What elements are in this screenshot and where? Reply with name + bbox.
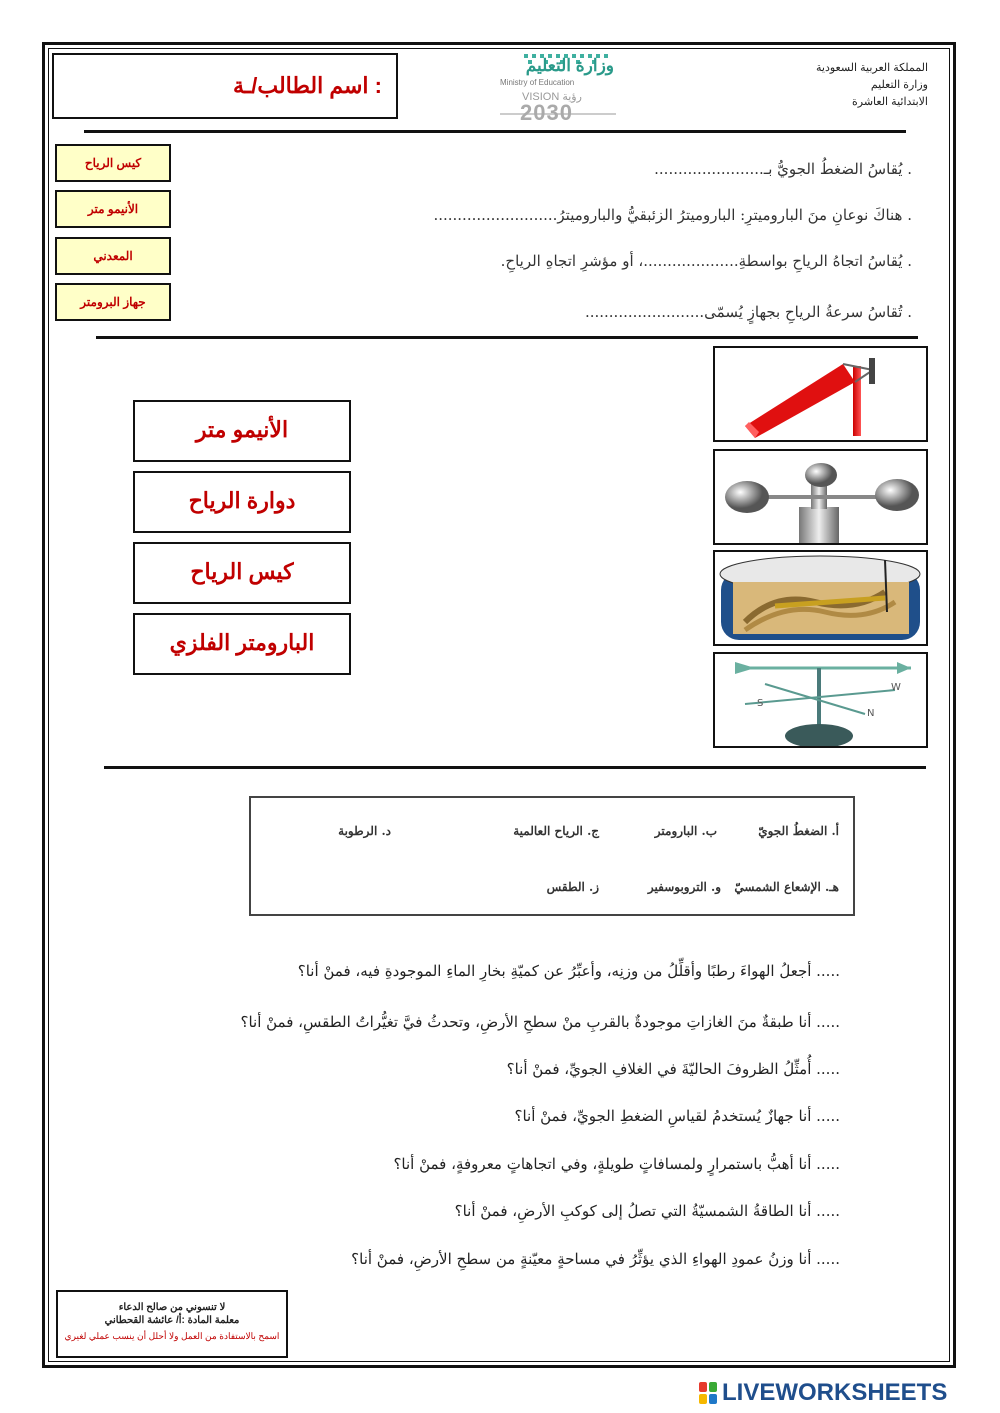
logo-square xyxy=(709,1394,717,1404)
teacher-footer-box xyxy=(56,1290,288,1358)
ministry-logo xyxy=(488,52,628,124)
option-letter: ج. xyxy=(587,824,599,838)
footer-line: معلمة المادة :أ/ عائشة القحطاني xyxy=(104,1315,240,1326)
fill-blank-question: . يُقاسُ الضغطُ الجويُّ بـ....................... xyxy=(654,160,912,178)
footer-line: لا تنسوني من صالح الدعاء xyxy=(118,1302,226,1313)
option-item xyxy=(734,880,839,894)
option-text: الطقس xyxy=(546,880,585,894)
who-am-i-question: ..... أنا جهازٌ يُستخدمُ لقياسِ الضغطِ الجويِّ، فمنْ أنا؟ xyxy=(514,1107,840,1125)
option-item xyxy=(338,824,391,838)
option-letter: ب. xyxy=(701,824,717,838)
option-letter: و. xyxy=(711,880,721,894)
matching-label[interactable]: كيس الرياح xyxy=(133,542,351,604)
option-text: الرياح العالمية xyxy=(513,824,583,838)
ministry-header xyxy=(708,60,928,111)
option-letter: هـ. xyxy=(824,880,839,894)
option-text: الضغطُ الجويّ xyxy=(758,824,828,838)
liveworksheets-brand[interactable] xyxy=(698,1378,947,1408)
logo-year-text: 2030 xyxy=(520,100,573,125)
word-bank-item[interactable]: الأنيمو متر xyxy=(55,190,171,228)
word-bank-item[interactable]: كيس الرياح xyxy=(55,144,171,182)
ministry-line: المملكة العربية السعودية xyxy=(816,62,928,74)
fill-blank-question: . هناكَ نوعانِ منَ الباروميترِ: الباروميترُ الزئبقيُّ والباروميترُ.......................... xyxy=(433,206,912,224)
option-item xyxy=(758,824,839,838)
option-item xyxy=(547,880,599,894)
logo-square xyxy=(699,1382,707,1392)
who-am-i-question: ..... أجعلُ الهواءَ رطبًا وأقلِّلُ من وزنِه، وأعبِّرُ عن كميّةِ بخارِ الماءِ الموجودةِ فيه، فمنْ أنا؟ xyxy=(297,962,840,980)
option-letter: أ. xyxy=(831,824,839,838)
who-am-i-question: ..... أنا أهبُّ باستمرارٍ ولمسافاتٍ طويلةٍ، وفي اتجاهاتٍ معروفةٍ، فمنْ أنا؟ xyxy=(393,1155,840,1173)
logo-vision-text: VISION رؤية xyxy=(522,91,582,103)
ministry-line: وزارة التعليم xyxy=(870,79,928,91)
divider xyxy=(104,766,926,769)
windsock-image[interactable] xyxy=(713,346,928,442)
divider xyxy=(84,130,906,133)
who-am-i-question: ..... أنا طبقةٌ منَ الغازاتِ موجودةٌ بالقربِ منْ سطحِ الأرضِ، وتحدثُ فيَّ تغيُّراتُ الطقسِ، فمنْ أنا؟ xyxy=(240,1013,840,1031)
wind-vane-image[interactable] xyxy=(713,652,928,748)
logo-square xyxy=(709,1382,717,1392)
logo-square xyxy=(699,1394,707,1404)
anemometer-icon xyxy=(715,451,926,543)
divider xyxy=(96,336,918,339)
student-name-label: اسم الطالب/ـة : xyxy=(233,73,382,98)
who-am-i-question: ..... أنا الطاقةُ الشمسيّةُ التي تصلُ إلى كوكبِ الأرضِ، فمنْ أنا؟ xyxy=(454,1202,840,1220)
liveworksheets-text: LIVEWORKSHEETS xyxy=(722,1379,948,1406)
word-bank-item[interactable]: جهاز البرومتر xyxy=(55,283,171,321)
who-am-i-question: ..... أنا وزنُ عمودِ الهواءِ الذي يؤثِّرُ في مساحةٍ معيّنةٍ من سطحِ الأرضِ، فمنْ أنا؟ xyxy=(351,1250,840,1268)
who-am-i-question: ..... أُمثِّلُ الظروفَ الحاليّةَ في الغلافِ الجويِّ، فمنْ أنا؟ xyxy=(506,1060,840,1078)
answer-options-box xyxy=(249,796,855,916)
word-bank-item[interactable]: المعدني xyxy=(55,237,171,275)
option-text: الإشعاع الشمسيّ xyxy=(734,880,821,894)
logo-arabic-text: وزارة التعليم xyxy=(525,56,614,75)
footer-line: اسمح بالاستفادة من العمل ولا أحلل أن ينسب عملي لغيري xyxy=(64,1331,280,1341)
option-text: البارومتر xyxy=(654,824,698,838)
fill-blank-question: . يُقاسُ اتجاهُ الرياحِ بواسطةِ....................، أو مؤشرِ اتجاهِ الرياحِ. xyxy=(500,252,912,270)
fill-blank-question: . تُقاسُ سرعةُ الرياحِ بجهازٍ يُسمّى......................... xyxy=(584,303,912,321)
student-name-box[interactable] xyxy=(52,53,398,119)
matching-label[interactable]: دوارة الرياح xyxy=(133,471,351,533)
vane-letter-s: S xyxy=(757,698,764,709)
option-letter: د. xyxy=(381,824,391,838)
ministry-line: الابتدائية العاشرة xyxy=(852,96,928,108)
aneroid-barometer-image[interactable] xyxy=(713,550,928,646)
liveworksheets-logo-icon xyxy=(698,1381,718,1405)
option-text: التروبوسفير xyxy=(647,880,707,894)
option-item xyxy=(655,824,717,838)
option-item xyxy=(513,824,599,838)
barometer-icon xyxy=(715,552,926,644)
cup-anemometer-image[interactable] xyxy=(713,449,928,545)
option-letter: ز. xyxy=(589,880,599,894)
vane-letter-w: W xyxy=(891,682,901,693)
matching-label[interactable]: الأنيمو متر xyxy=(133,400,351,462)
windsock-icon xyxy=(715,348,926,440)
option-text: الرطوبة xyxy=(338,824,378,838)
vane-letter-n: N xyxy=(867,708,875,719)
logo-english-text: Ministry of Education xyxy=(500,78,575,87)
wind-vane-icon xyxy=(715,654,926,746)
matching-label[interactable]: البارومتر الفلزي xyxy=(133,613,351,675)
option-item xyxy=(648,880,721,894)
